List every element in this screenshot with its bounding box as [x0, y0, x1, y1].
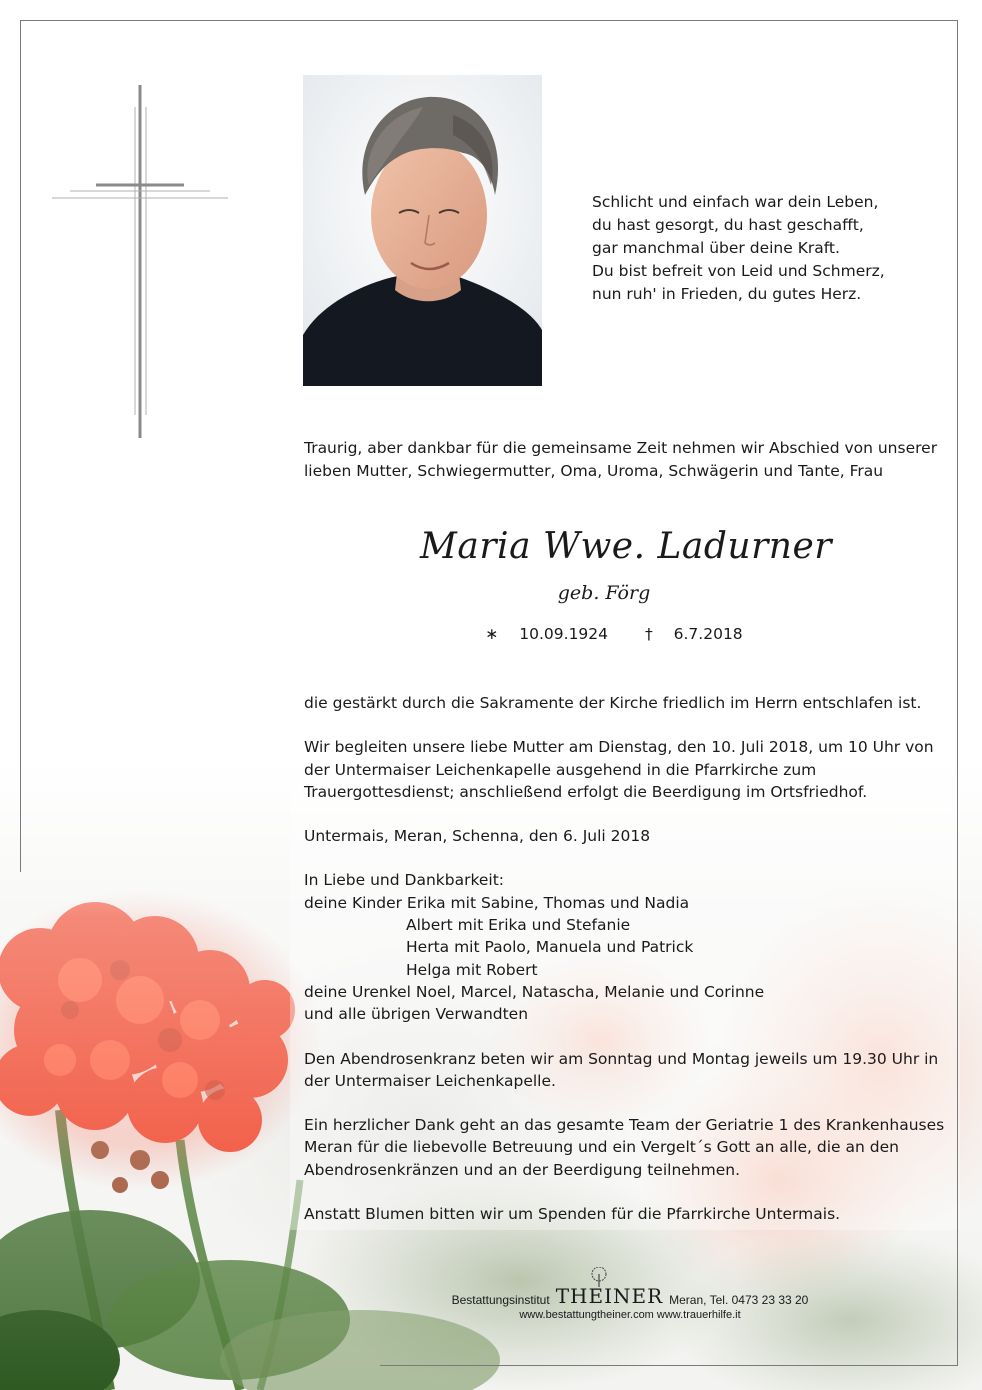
mourners-children: deine Kinder Erika mit Sabine, Thomas und Nadia: [304, 893, 690, 912]
thanks-line: Ein herzlicher Dank geht an das gesamte Team der Geriatrie 1 des Krankenhauses: [304, 1116, 945, 1135]
frame-top-border: [20, 20, 958, 21]
poem: [592, 191, 922, 306]
funeral-line: Wir begleiten unsere liebe Mutter am Dienstag, den 10. Juli 2018, um 10 Uhr von: [304, 738, 934, 757]
funeral-line: der Untermaiser Leichenkapelle ausgehend in die Pfarrkirche zum: [304, 760, 817, 779]
poem-line: Du bist befreit von Leid und Schmerz,: [592, 262, 885, 280]
mourners-relatives: und alle übrigen Verwandten: [304, 1005, 529, 1024]
footer-contact-row: [380, 1285, 880, 1307]
footer-websites: www.bestattungtheiner.com www.trauerhilfe.it: [519, 1309, 741, 1321]
funeral-home-footer: [380, 1285, 880, 1321]
intro-line: lieben Mutter, Schwiegermutter, Oma, Uroma, Schwägerin und Tante, Frau: [304, 462, 884, 480]
intro-line: Traurig, aber dankbar für die gemeinsame Zeit nehmen wir Abschied von unserer: [304, 439, 938, 457]
mourners-heading: In Liebe und Dankbarkeit:: [304, 871, 505, 890]
frame-right-border: [957, 20, 958, 1366]
rosary-line: Den Abendrosenkranz beten wir am Sonntag und Montag jeweils um 19.30 Uhr in: [304, 1049, 939, 1068]
mourners-children: Herta mit Paolo, Manuela und Patrick: [406, 938, 694, 957]
mourners-great-grandchildren: deine Urenkel Noel, Marcel, Natascha, Melanie und Corinne: [304, 982, 765, 1001]
deceased-name-text: Maria Wwe. Ladurner: [420, 526, 832, 567]
poem-line: nun ruh' in Frieden, du gutes Herz.: [592, 285, 862, 303]
portrait-photo: [303, 75, 542, 386]
thanks-line: Meran für die liebevolle Betreuung und ein Vergelt´s Gott an alle, die an den: [304, 1138, 899, 1157]
birth-star-icon: ∗: [485, 625, 499, 643]
life-dates: [304, 625, 924, 643]
footer-contact: Meran, Tel. 0473 23 33 20: [669, 1293, 809, 1307]
death-cross-icon: †: [644, 625, 653, 643]
frame-left-border: [20, 20, 21, 872]
frame-bottom-border: [380, 1365, 958, 1366]
funeral-line: Trauergottesdienst; anschließend erfolgt die Beerdigung im Ortsfriedhof.: [304, 782, 868, 801]
donation-line: Anstatt Blumen bitten wir um Spenden für die Pfarrkirche Untermais.: [304, 1205, 841, 1224]
funeral-home-logo: THEINER: [556, 1285, 663, 1307]
death-date: † 6.7.2018: [644, 625, 743, 643]
sacraments-line: die gestärkt durch die Sakramente der Kirche friedlich im Herrn entschlafen ist.: [304, 694, 922, 712]
announcement-body: [304, 692, 944, 1225]
tree-icon: [584, 1267, 614, 1287]
footer-prefix: Bestattungsinstitut: [451, 1293, 550, 1307]
intro-text: [304, 437, 944, 483]
thanks-line: Abendrosenkränzen und an der Beerdigung teilnehmen.: [304, 1160, 741, 1179]
deceased-name: [304, 526, 944, 567]
place-date: Untermais, Meran, Schenna, den 6. Juli 2018: [304, 827, 651, 846]
mourners-children: Albert mit Erika und Stefanie: [406, 916, 631, 935]
poem-line: du hast gesorgt, du hast geschafft,: [592, 216, 864, 234]
poem-line: Schlicht und einfach war dein Leben,: [592, 193, 879, 211]
cross-icon: [50, 85, 230, 440]
birth-date: ∗ 10.09.1924: [485, 625, 609, 643]
rosary-line: der Untermaiser Leichenkapelle.: [304, 1071, 556, 1090]
mourners-children: Helga mit Robert: [406, 960, 538, 979]
poem-line: gar manchmal über deine Kraft.: [592, 239, 840, 257]
maiden-name: geb. Förg: [557, 582, 651, 604]
